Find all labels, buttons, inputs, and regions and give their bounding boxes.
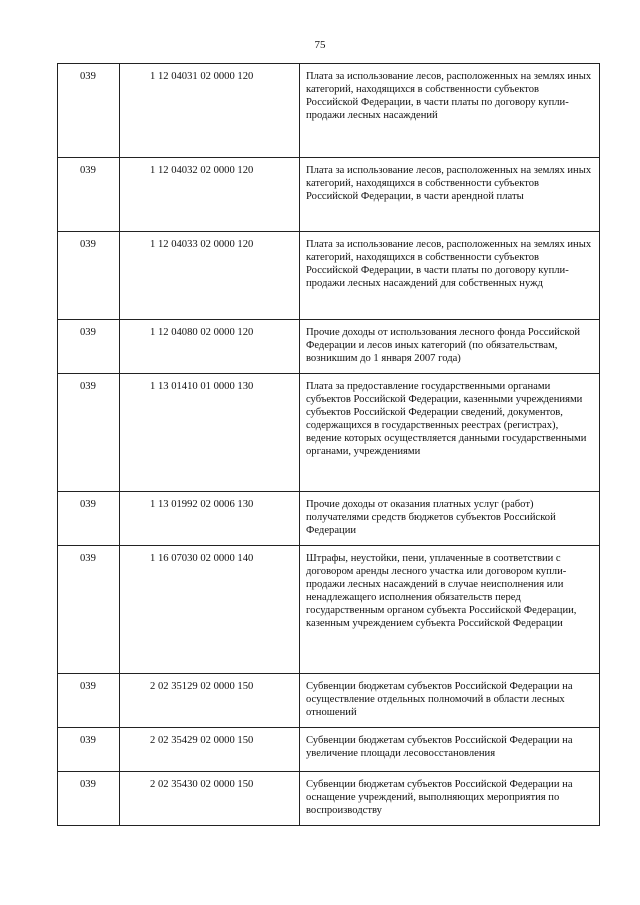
income-name-cell: Плата за предоставление государственными органами субъектов Российской Федерации, казенными учреждениями субъектов Российской Федерации сведений, документов, содержащихся в государственных реестрах (регистрах), ведение которых осуществляется данными государственными органами, учреждениями	[300, 374, 600, 492]
income-name-cell: Субвенции бюджетам субъектов Российской Федерации на увеличение площади лесовосстановления	[300, 728, 600, 772]
income-name-cell: Прочие доходы от использования лесного фонда Российской Федерации и лесов иных категорий (по обязательствам, возникшим до 1 января 2007 года)	[300, 320, 600, 374]
budget-classification-code-cell: 1 12 04080 02 0000 120	[120, 320, 300, 374]
page-number: 75	[314, 39, 326, 51]
budget-classification-code-cell: 2 02 35129 02 0000 150	[120, 674, 300, 728]
admin-code-cell: 039	[58, 320, 120, 374]
income-name-cell: Субвенции бюджетам субъектов Российской Федерации на оснащение учреждений, выполняющих мероприятия по воспроизводству	[300, 772, 600, 826]
budget-classification-code-cell: 1 12 04031 02 0000 120	[120, 64, 300, 158]
budget-classification-code-cell: 2 02 35430 02 0000 150	[120, 772, 300, 826]
admin-code-cell: 039	[58, 546, 120, 674]
admin-code-cell: 039	[58, 772, 120, 826]
admin-code-cell: 039	[58, 728, 120, 772]
table-body	[58, 64, 600, 826]
table-row	[58, 320, 600, 374]
budget-classification-code-cell: 1 16 07030 02 0000 140	[120, 546, 300, 674]
budget-classification-code-cell: 1 12 04032 02 0000 120	[120, 158, 300, 232]
budget-classification-code-cell: 1 13 01992 02 0006 130	[120, 492, 300, 546]
table-row	[58, 674, 600, 728]
income-name-cell: Плата за использование лесов, расположенных на землях иных категорий, находящихся в собственности субъектов Российской Федерации, в части платы по договору купли-продажи лесных насаждений	[300, 64, 600, 158]
table-row	[58, 492, 600, 546]
table-row	[58, 64, 600, 158]
admin-code-cell: 039	[58, 158, 120, 232]
income-name-cell: Субвенции бюджетам субъектов Российской Федерации на осуществление отдельных полномочий в области лесных отношений	[300, 674, 600, 728]
admin-code-cell: 039	[58, 232, 120, 320]
income-name-cell: Плата за использование лесов, расположенных на землях иных категорий, находящихся в собственности субъектов Российской Федерации, в части арендной платы	[300, 158, 600, 232]
budget-classification-code-cell: 2 02 35429 02 0000 150	[120, 728, 300, 772]
income-name-cell: Прочие доходы от оказания платных услуг (работ) получателями средств бюджетов субъектов Российской Федерации	[300, 492, 600, 546]
admin-code-cell: 039	[58, 374, 120, 492]
admin-code-cell: 039	[58, 674, 120, 728]
table-row	[58, 772, 600, 826]
table-row	[58, 232, 600, 320]
admin-code-cell: 039	[58, 492, 120, 546]
budget-classification-code-cell: 1 12 04033 02 0000 120	[120, 232, 300, 320]
income-name-cell: Плата за использование лесов, расположенных на землях иных категорий, находящихся в собственности субъектов Российской Федерации, в части платы по договору купли-продажи лесных насаждений для собственных нужд	[300, 232, 600, 320]
budget-codes-table	[57, 63, 600, 826]
budget-classification-code-cell: 1 13 01410 01 0000 130	[120, 374, 300, 492]
table-row	[58, 728, 600, 772]
admin-code-cell: 039	[58, 64, 120, 158]
table-row	[58, 158, 600, 232]
table-row	[58, 546, 600, 674]
table-row	[58, 374, 600, 492]
income-name-cell: Штрафы, неустойки, пени, уплаченные в соответствии с договором аренды лесного участка или договором купли-продажи лесных насаждений в случае неисполнения или ненадлежащего исполнения обязательств перед государственным органом субъекта Российской Федерации, казенным учреждением субъекта Российской Федерации	[300, 546, 600, 674]
